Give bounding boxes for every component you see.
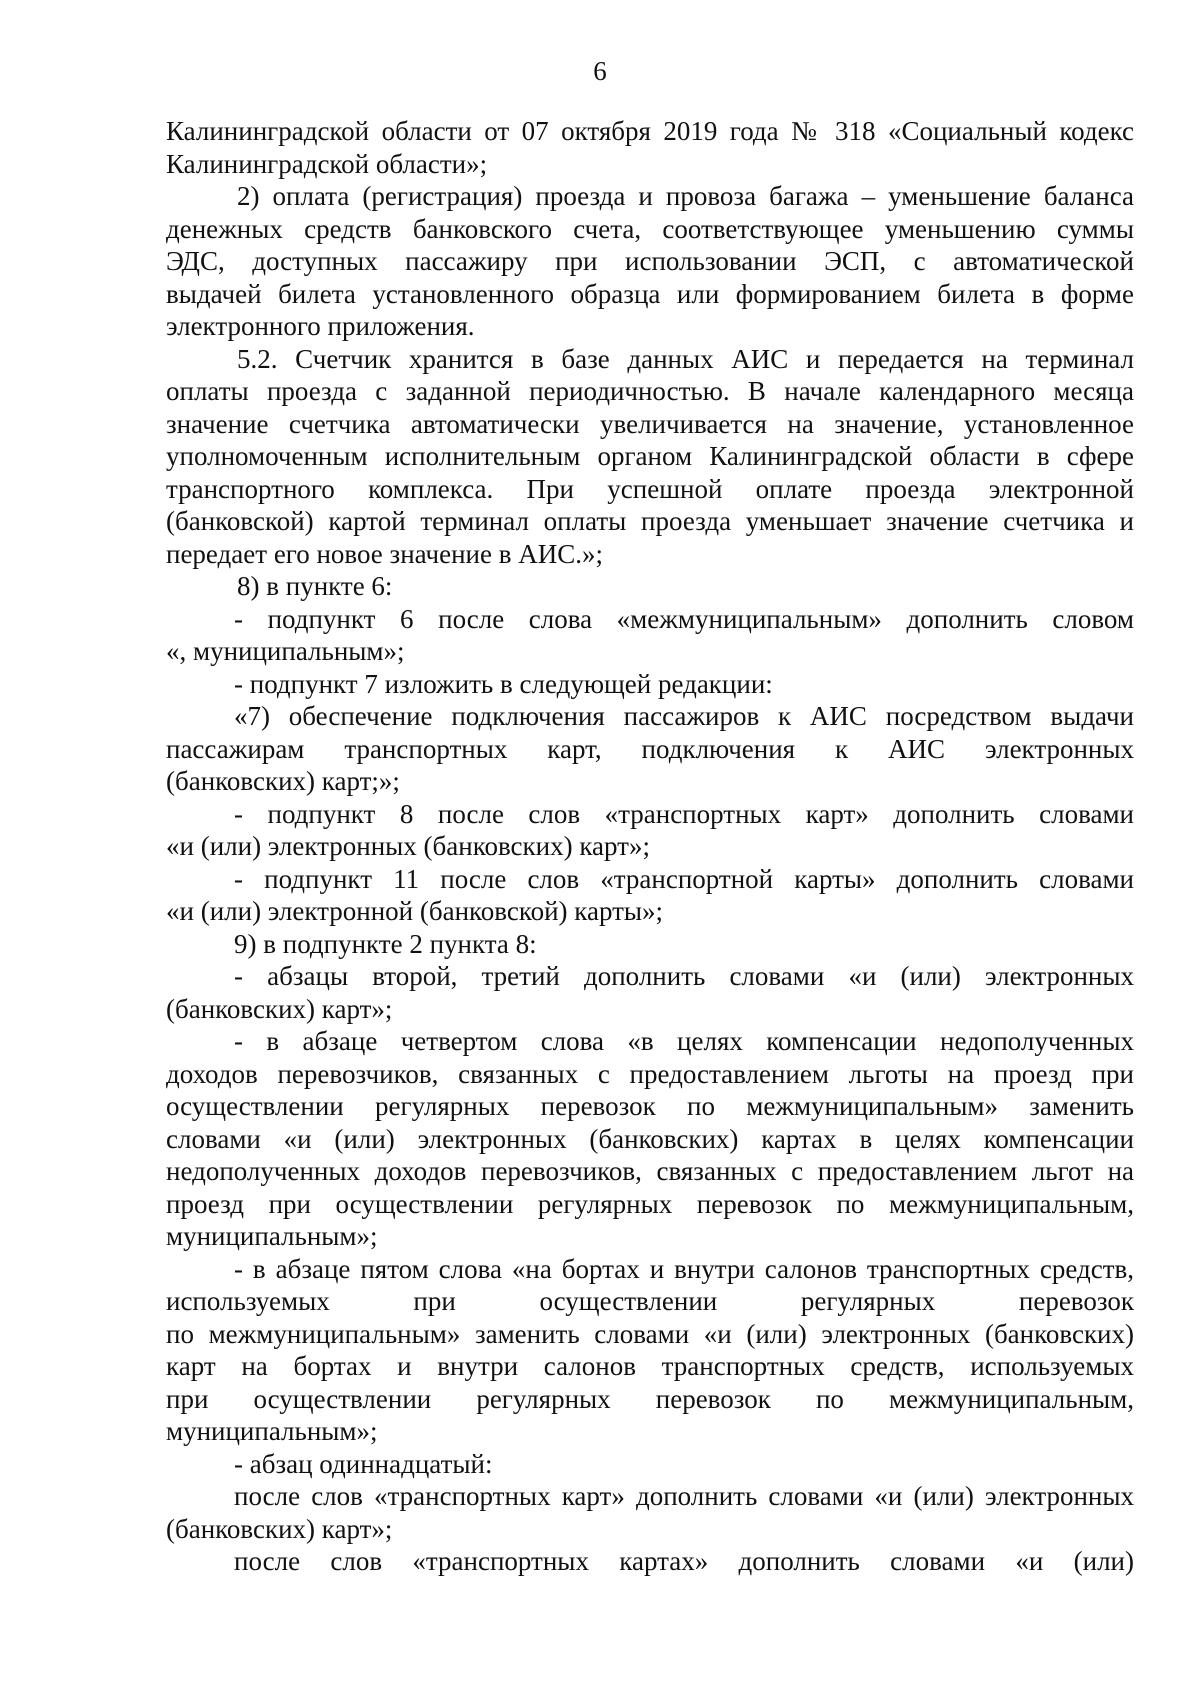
text-line: используемых при осуществлении регулярных перевозок (166, 1286, 1134, 1316)
text-line: пассажирам транспортных карт, подключения к АИС электронных (166, 733, 1134, 764)
text-line: - абзацы второй, третий дополнить словами «и (или) электронных (234, 961, 1134, 991)
text-line: при осуществлении регулярных перевозок по межмуниципальным, (166, 1383, 1134, 1414)
text-line: (банковской) картой терминал оплаты проезда уменьшает значение счетчика и (166, 506, 1134, 536)
text-line: недополученных доходов перевозчиков, связанных с предоставлением льгот на (166, 1156, 1134, 1186)
text-line: выдачей билета установленного образца или формированием билета в форме (166, 278, 1134, 309)
text-line: - абзац одиннадцатый: (234, 1448, 493, 1479)
text-line: - подпункт 6 после слова «межмуниципальным» дополнить словом (234, 603, 1134, 634)
text-line: (банковских) карт;»; (166, 766, 400, 796)
text-line: Калининградской области»; (166, 148, 488, 179)
text-line: (банковских) карт»; (166, 993, 393, 1024)
text-line: муниципальным»; (166, 1416, 378, 1446)
text-line: денежных средств банковского счета, соответствующее уменьшению суммы (166, 213, 1134, 244)
text-line: ЭДС, доступных пассажиру при использовании ЭСП, с автоматической (166, 246, 1134, 276)
text-line: - в абзаце четвертом слова «в целях компенсации недополученных (234, 1026, 1134, 1056)
page-number: 6 (593, 56, 607, 86)
text-line: «, муниципальным»; (166, 636, 405, 666)
text-line: - подпункт 8 после слов «транспортных карт» дополнить словами (234, 798, 1134, 829)
text-line: проезд при осуществлении регулярных перевозок по межмуниципальным, (166, 1188, 1134, 1219)
text-line: карт на бортах и внутри салонов транспортных средств, используемых (166, 1351, 1134, 1381)
text-line: транспортного комплекса. При успешной оплате проезда электронной (166, 473, 1134, 504)
text-line: словами «и (или) электронных (банковских) картах в целях компенсации (166, 1123, 1134, 1154)
text-line: 2) оплата (регистрация) проезда и провоза багажа – уменьшение баланса (237, 181, 1134, 211)
text-line: 9) в подпункте 2 пункта 8: (234, 928, 537, 959)
text-line: доходов перевозчиков, связанных с предоставлением льготы на проезд при (166, 1058, 1134, 1089)
text-line: (банковских) карт»; (166, 1513, 393, 1544)
text-line: осуществлении регулярных перевозок по межмуниципальным» заменить (166, 1091, 1134, 1121)
text-line: оплаты проезда с заданной периодичностью. В начале календарного месяца (166, 376, 1134, 406)
text-line: 8) в пункте 6: (237, 571, 393, 601)
text-line: - подпункт 11 после слов «транспортной карты» дополнить словами (234, 863, 1134, 894)
text-line: - в абзаце пятом слова «на бортах и внутри салонов транспортных средств, (234, 1253, 1134, 1284)
text-line: муниципальным»; (166, 1221, 378, 1251)
text-line: - подпункт 7 изложить в следующей редакции: (234, 668, 773, 699)
text-line: после слов «транспортных карт» дополнить словами «и (или) электронных (234, 1481, 1134, 1511)
document-body (166, 115, 1134, 1578)
text-line: передает его новое значение в АИС.»; (166, 538, 603, 569)
text-line: «и (или) электронных (банковских) карт»; (166, 831, 650, 861)
text-line: уполномоченным исполнительным органом Калининградской области в сфере (166, 441, 1134, 471)
text-line: после слов «транспортных картах» дополнить словами «и (или) (234, 1546, 1134, 1576)
text-line: значение счетчика автоматически увеличивается на значение, установленное (166, 408, 1134, 439)
text-line: 5.2. Счетчик хранится в базе данных АИС и передается на терминал (237, 343, 1134, 374)
text-line: Калининградской области от 07 октября 2019 года № 318 «Социальный кодекс (166, 116, 1134, 146)
text-line: «7) обеспечение подключения пассажиров к АИС посредством выдачи (234, 701, 1134, 731)
text-line: электронного приложения. (166, 311, 475, 341)
text-line: по межмуниципальным» заменить словами «и (или) электронных (банковских) (166, 1318, 1134, 1349)
text-line: «и (или) электронной (банковской) карты»; (166, 896, 664, 926)
